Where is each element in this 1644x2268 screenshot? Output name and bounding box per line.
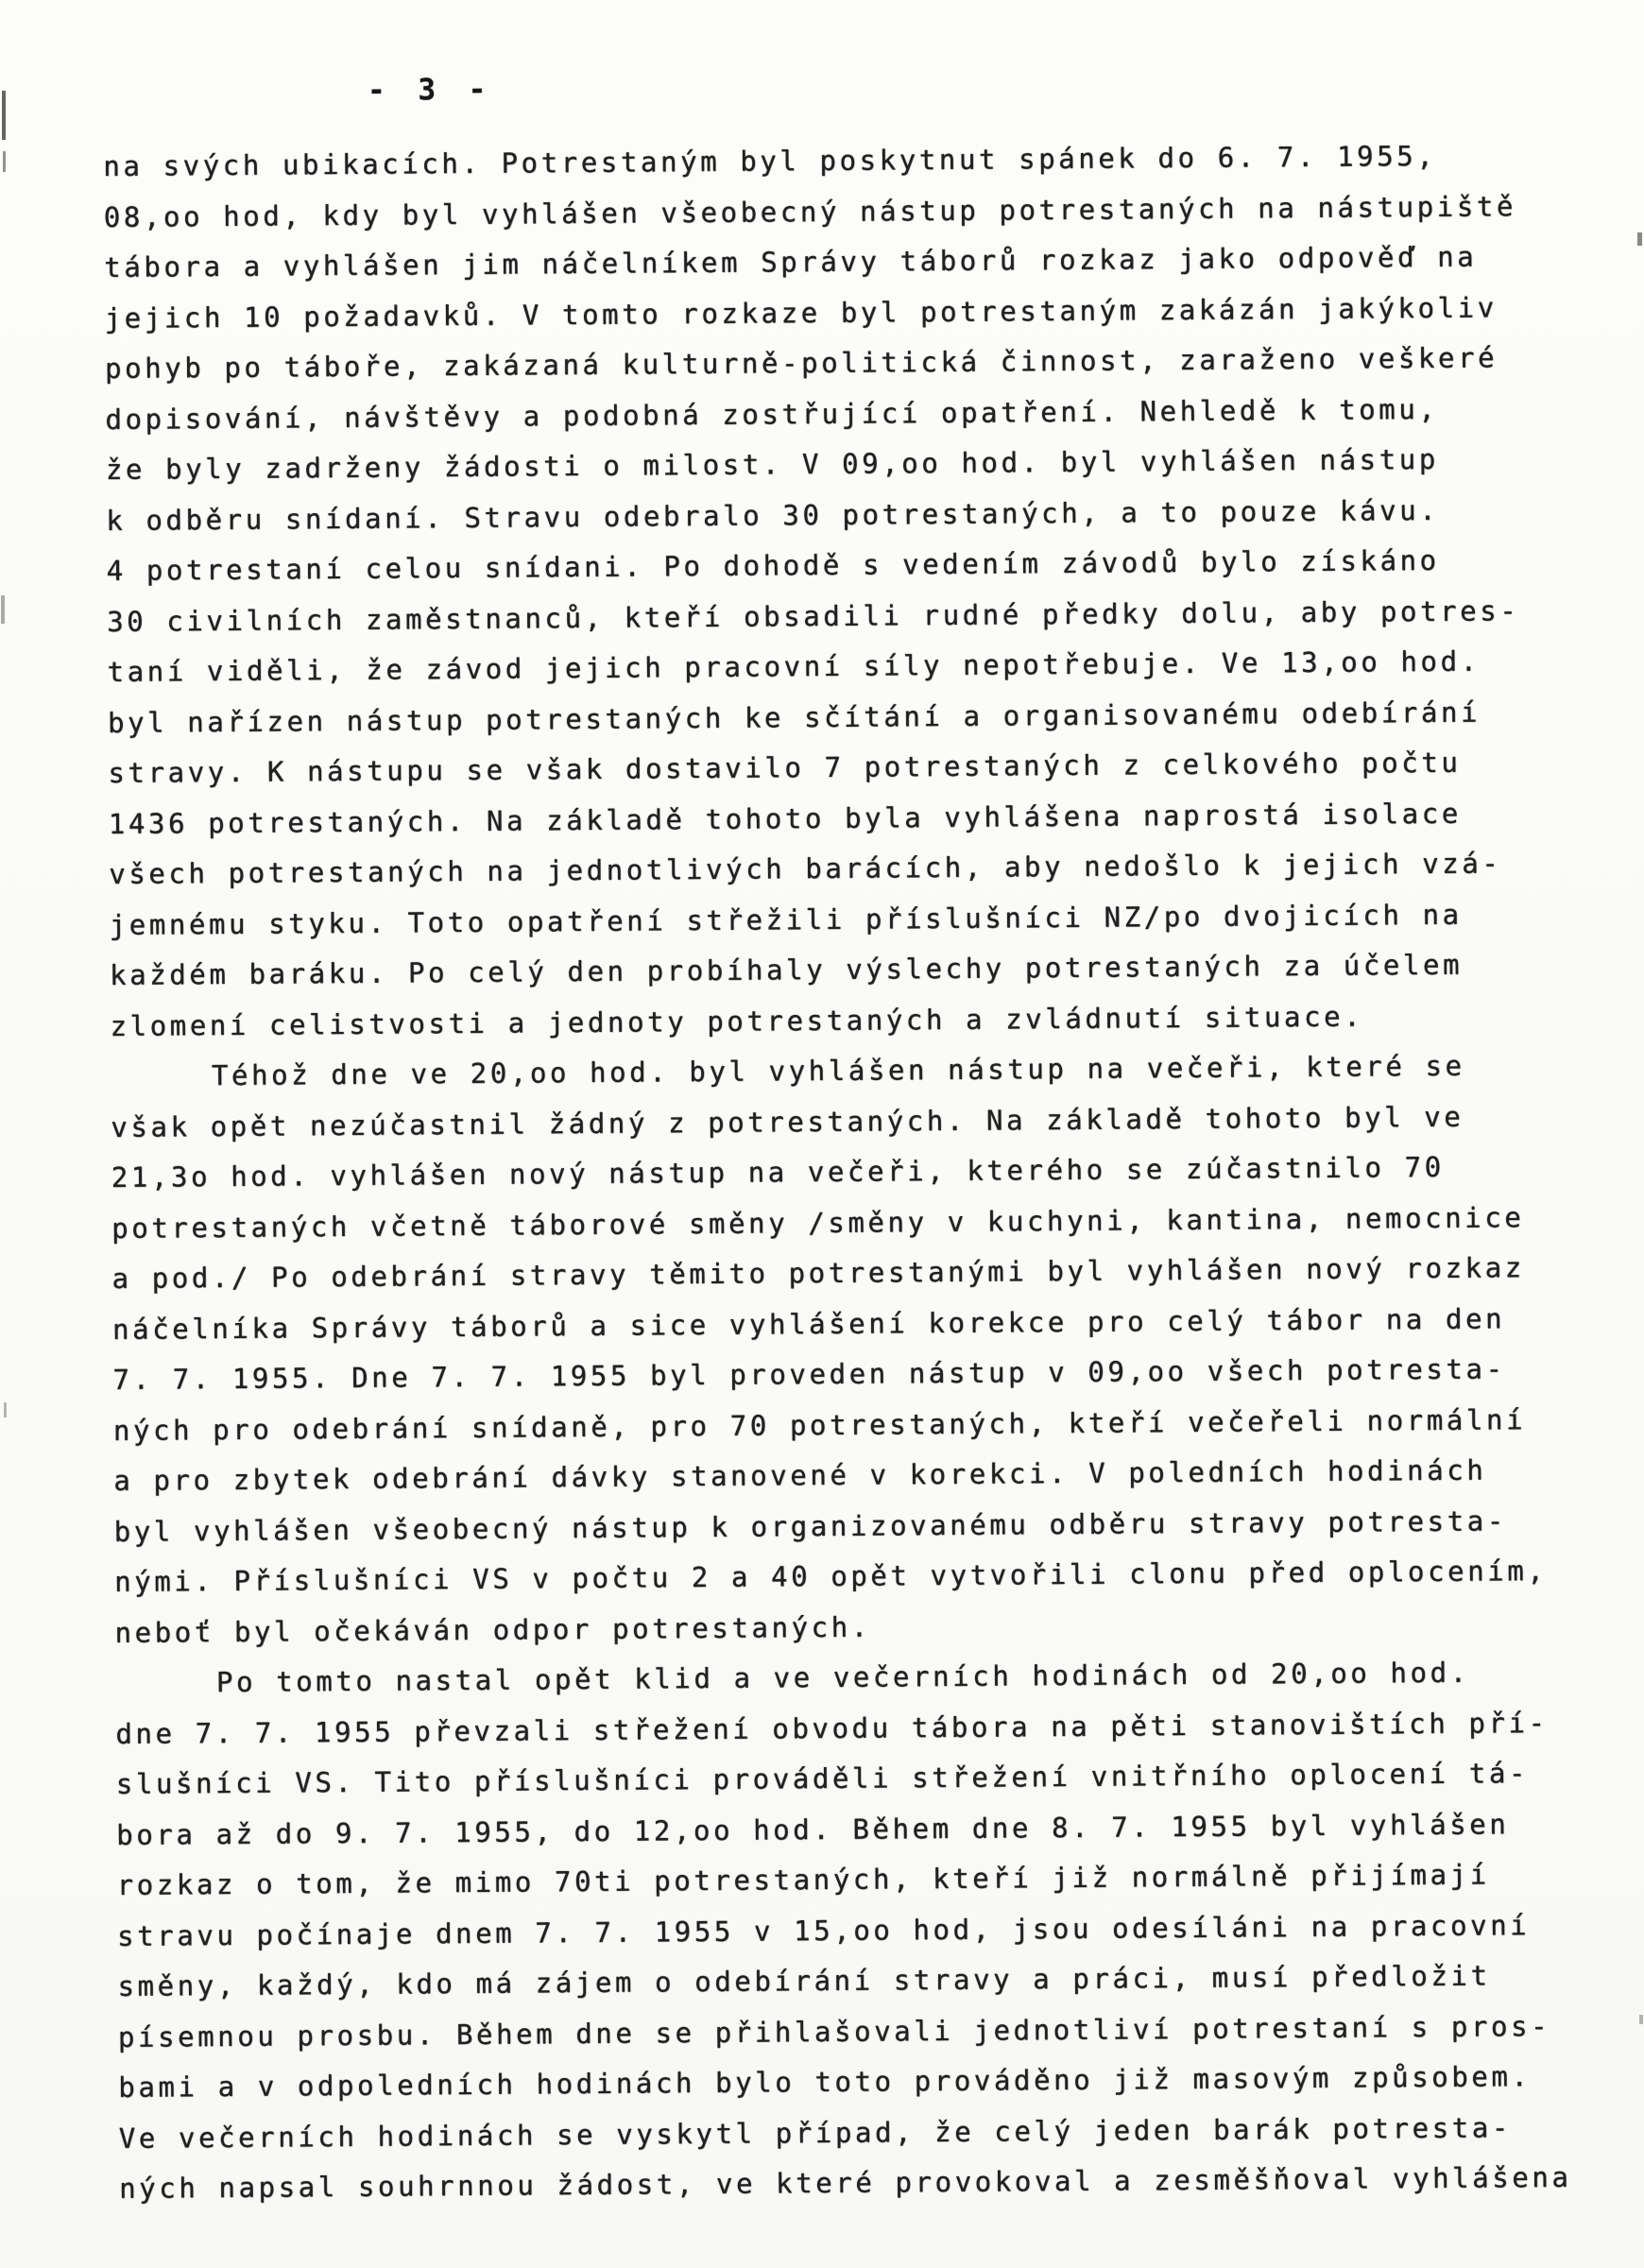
text-line: rozkaz o tom, že mimo 70ti potrestaných, kteří již normálně přijímají [116, 1858, 1490, 1901]
text-line: pohyb po táboře, zakázaná kulturně-politická činnost, zaraženo veškeré [104, 341, 1498, 385]
text-line: byl nařízen nástup potrestaných ke sčítání a organisovanému odebírání [107, 696, 1481, 739]
text-line: Po tomto nastal opět klid a ve večerních hodinách od 20,oo hod. [215, 1656, 1470, 1699]
text-line: že byly zadrženy žádosti o milost. V 09,oo hod. byl vyhlášen nástup [105, 442, 1439, 486]
text-line: náčelníka Správy táborů a sice vyhlášení korekce pro celý tábor na den [111, 1301, 1506, 1346]
text-line: 1436 potrestaných. Na základě tohoto byla vyhlášena naprostá isolace [108, 797, 1462, 840]
text-line: 7. 7. 1955. Dne 7. 7. 1955 byl proveden nástup v 09,oo všech potresta- [112, 1352, 1506, 1396]
text-line: ných pro odebrání snídaně, pro 70 potrestaných, kteří večeřeli normální [112, 1402, 1527, 1447]
text-line: Téhož dne ve 20,oo hod. byl vyhlášen nástup na večeři, které se [211, 1049, 1465, 1092]
page-number: - 3 - [367, 72, 494, 108]
document-body [1, 129, 1644, 2215]
text-line: potrestaných včetně táborové směny /směny v kuchyni, kantina, nemocnice [111, 1200, 1525, 1245]
text-line: dne 7. 7. 1955 převzali střežení obvodu tábora na pěti stanovištích pří- [115, 1706, 1549, 1750]
text-line: taní viděli, že závod jejich pracovní síly nepotřebuje. Ve 13,oo hod. [107, 644, 1481, 688]
text-line: bami a v odpoledních hodinách bylo toto prováděno již masovým způsobem. [118, 2060, 1532, 2104]
text-line: 4 potrestaní celou snídani. Po dohodě s vedením závodů bylo získáno [106, 543, 1440, 587]
text-line: jejich 10 požadavků. V tomto rozkaze byl potrestaným zakázán jakýkoliv [104, 290, 1498, 335]
text-line: zlomení celistvosti a jednoty potrestaných a zvládnutí situace. [110, 1000, 1364, 1042]
text-line: a pro zbytek odebrání dávky stanovené v korekci. V poledních hodinách [113, 1453, 1487, 1497]
text-line: jemnému styku. Toto opatření střežili příslušníci NZ/po dvojicích na [109, 898, 1463, 941]
text-line: stravy. K nástupu se však dostavilo 7 potrestaných z celkového počtu [108, 746, 1462, 789]
text-line: písemnou prosbu. Během dne se přihlašovali jednotliví potrestaní s pros- [117, 2009, 1551, 2053]
text-line: bora až do 9. 7. 1955, do 12,oo hod. Během dne 8. 7. 1955 byl vyhlášen [116, 1807, 1510, 1851]
text-line: slušníci VS. Tito příslušníci prováděli střežení vnitřního oplocení tá- [115, 1757, 1530, 1800]
text-line: směny, každý, kdo má zájem o odebírání stravy a práci, musí předložit [117, 1959, 1491, 2002]
text-line: každém baráku. Po celý den probíhaly výslechy potrestaných za účelem [109, 948, 1464, 991]
text-line: a pod./ Po odebrání stravy těmito potrestanými byl vyhlášen nový rozkaz [111, 1251, 1525, 1295]
text-line: neboť byl očekáván odpor potrestaných. [114, 1610, 871, 1649]
text-line: 30 civilních zaměstnanců, kteří obsadili rudné předky dolu, aby potres- [107, 593, 1520, 638]
text-line: všech potrestaných na jednotlivých barácích, aby nedošlo k jejich vzá- [109, 847, 1502, 890]
text-line: nými. Příslušníci VS v počtu 2 a 40 opět vytvořili clonu před oplocením, [113, 1555, 1548, 1598]
text-line: byl vyhlášen všeobecný nástup k organizovanému odběru stravy potresta- [113, 1503, 1507, 1548]
text-line: tábora a vyhlášen jim náčelníkem Správy táborů rozkaz jako odpověď na [104, 240, 1478, 284]
scan-artifact [4, 1402, 7, 1418]
text-line: však opět nezúčastnil žádný z potrestaných. Na základě tohoto byl ve [111, 1100, 1464, 1143]
text-line: ných napsal souhrnnou žádost, ve které provokoval a zesměšňoval vyhlášena [119, 2160, 1572, 2205]
text-line: dopisování, návštěvy a podobná zostřující opatření. Nehledě k tomu, [105, 392, 1439, 436]
text-line: Ve večerních hodinách se vyskytl případ, že celý jeden barák potresta- [118, 2110, 1513, 2155]
text-line: na svých ubikacích. Potrestaným byl poskytnut spánek do 6. 7. 1955, [103, 139, 1437, 182]
text-line: stravu počínaje dnem 7. 7. 1955 v 15,oo hod, jsou odesíláni na pracovní [116, 1908, 1531, 1952]
text-line: 21,3o hod. vyhlášen nový nástup na večeři, kterého se zúčastnilo 70 [111, 1150, 1445, 1194]
text-line: k odběru snídaní. Stravu odebralo 30 potrestaných, a to pouze kávu. [106, 493, 1440, 537]
text-line: 08,oo hod, kdy byl vyhlášen všeobecný nástup potrestaných na nástupiště [103, 189, 1517, 233]
